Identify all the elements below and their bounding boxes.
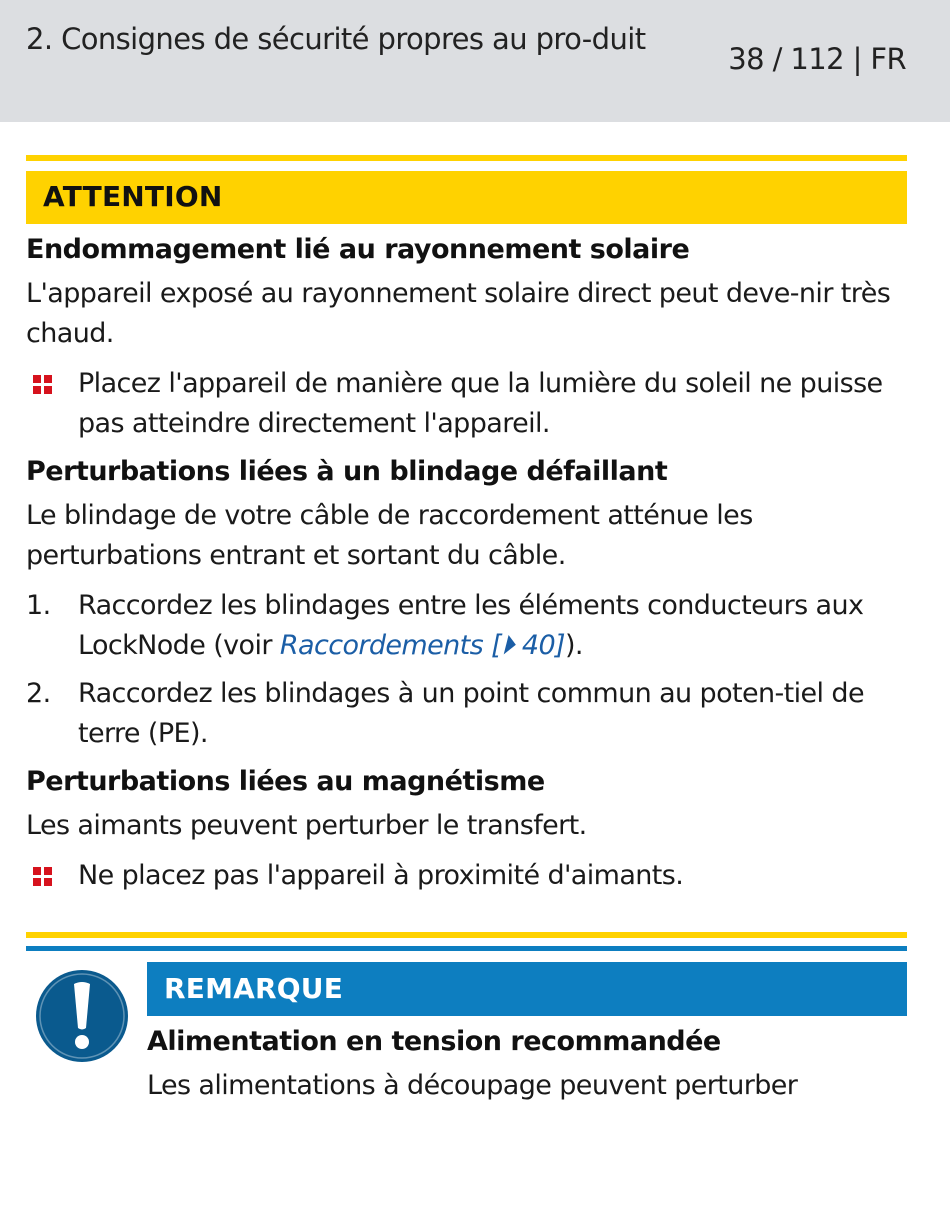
step-text: Raccordez les blindages entre les éléments conducteurs aux LockNode (voir: [78, 590, 864, 661]
shielding-text: Le blindage de votre câble de raccordement atténue les perturbations entrant et sortant du câble.: [26, 500, 753, 571]
sun-damage-text: L'appareil exposé au rayonnement solaire direct peut deve-nir très chaud.: [26, 278, 891, 349]
attention-banner: [26, 171, 907, 224]
shielding-heading: Perturbations liées à un blindage défaillant: [26, 456, 668, 487]
remarque-label: REMARQUE: [164, 972, 344, 1005]
exclamation-circle-icon: [34, 968, 130, 1064]
red-square-grid-icon: [33, 867, 53, 887]
section-title: 2. Consignes de sécurité propres au pro-duit: [26, 22, 646, 56]
sun-damage-instruction: Placez l'appareil de manière que la lumière du soleil ne puisse pas atteindre directement l'appareil.: [78, 368, 883, 439]
step-number: 1.: [26, 590, 51, 621]
attention-top-rule: [26, 155, 907, 161]
step-text-end: ).: [564, 630, 583, 661]
magnetism-instruction: Ne placez pas l'appareil à proximité d'aimants.: [78, 860, 684, 891]
magnetism-heading: Perturbations liées au magnétisme: [26, 766, 545, 797]
attention-bottom-rule: [26, 932, 907, 938]
magnetism-text: Les aimants peuvent perturber le transfert.: [26, 810, 587, 841]
remarque-top-rule: [26, 946, 907, 951]
list-item: [26, 674, 916, 754]
attention-content: [26, 230, 916, 904]
list-item: [26, 364, 916, 444]
red-square-grid-icon: [33, 375, 53, 395]
step-number: 2.: [26, 678, 51, 709]
list-item: [26, 586, 916, 666]
sun-damage-heading: Endommagement lié au rayonnement solaire: [26, 234, 690, 265]
attention-label: ATTENTION: [43, 180, 223, 213]
power-supply-text: Les alimentations à découpage peuvent perturber: [147, 1070, 798, 1101]
remarque-content: [147, 1022, 917, 1116]
page-number: 38 / 112 | FR: [728, 42, 906, 76]
power-supply-heading: Alimentation en tension recommandée: [147, 1026, 721, 1057]
step-text: Raccordez les blindages à un point commun au poten-tiel de terre (PE).: [78, 678, 864, 749]
list-item: [26, 856, 916, 896]
remarque-banner: [147, 962, 907, 1016]
page-header: [0, 0, 950, 122]
raccordements-link[interactable]: Raccordements [⏵ 40]: [279, 630, 565, 661]
